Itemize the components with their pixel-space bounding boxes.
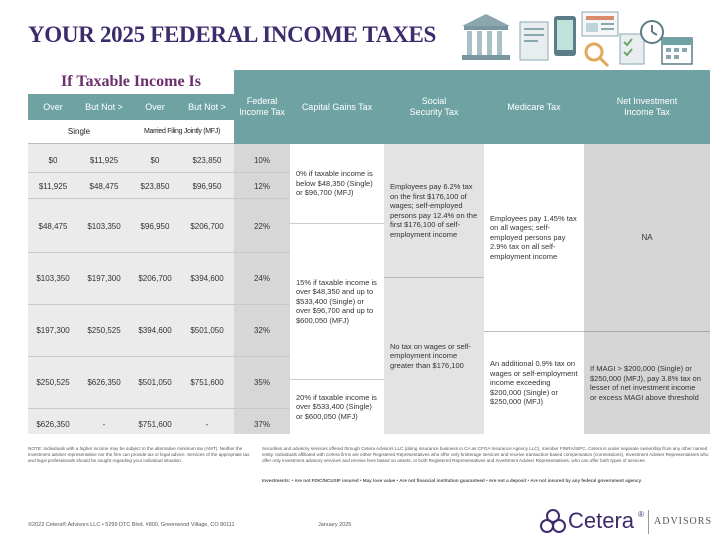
niit-magi: If MAGI > $200,000 (Single) or $250,000 (MFJ), pay 3.8% tax on lesser of net investment income or excess MAGI above threshold (584, 332, 710, 434)
row-2-single-over: $11,925 (38, 181, 68, 191)
row-6-single-but-not: $626,350 (87, 377, 121, 387)
disclaimer: Investments: • Are not FDIC/NCUSIF insured • May lose value • Are not financial institution guaranteed • Are not a deposit • Are not insured by any federal government agency. (262, 478, 642, 483)
row-4-mfj-over: $206,700 (138, 273, 172, 283)
row-1-mfj-over: $0 (150, 155, 160, 165)
clock-icon (641, 21, 663, 43)
footnote-left: NOTE: Individuals with a higher income may be subject to the alternative minimum tax (AMT). Neither the investment adviser representative nor the firm can provide tax or legal advice. Services of the appropriate tax and legal professionals should be sought regarding your individual situation. (28, 446, 250, 463)
row-3-rate: 22% (253, 221, 270, 231)
magnifier-icon (586, 44, 608, 66)
calendar-icon (662, 38, 692, 64)
header-but-not-single: But Not > (78, 94, 130, 120)
newspaper-icon (582, 12, 618, 36)
header-single: Single (28, 120, 130, 144)
header-mfj: Married Filing Jointly (MFJ) (130, 120, 234, 144)
row-5-mfj-but-not: $501,050 (190, 325, 224, 335)
row-5-single-but-not: $250,525 (87, 325, 121, 335)
page-title: YOUR 2025 FEDERAL INCOME TAXES (28, 22, 437, 47)
row-6-mfj-over: $501,050 (138, 377, 172, 387)
row-2-mfj-but-not: $96,950 (192, 181, 222, 191)
row-7-single-over: $626,350 (36, 419, 70, 429)
header-medicare: Medicare Tax (484, 70, 584, 144)
header-over-single: Over (28, 94, 78, 120)
row-6-rate: 35% (253, 377, 270, 387)
medicare-base: Employees pay 1.45% tax on all wages; self-employed persons pay 2.9% tax on all self-employment income (484, 144, 584, 332)
row-2-mfj-over: $23,850 (140, 181, 170, 191)
row-4-mfj-but-not: $394,600 (190, 273, 224, 283)
niit-na: NA (584, 144, 710, 332)
header-niit: Net Investment Income Tax (584, 70, 710, 144)
social-security-no-tax: No tax on wages or self-employment income greater than $176,100 (384, 278, 484, 434)
row-3-mfj-over: $96,950 (140, 221, 170, 231)
brackets-title: If Taxable Income Is (28, 70, 234, 94)
row-3-single-over: $48,475 (38, 221, 68, 231)
document-icon (520, 22, 548, 60)
row-1-single-but-not: $11,925 (89, 155, 119, 165)
header-but-not-mfj: But Not > (180, 94, 234, 120)
cetera-logo-registered: ® (638, 510, 644, 519)
cetera-logo-mark-icon (540, 508, 566, 536)
social-security-wages: Employees pay 6.2% tax on the first $176,100 of wages; self-employed persons pay 12.4% on the first $176,100 of self- employment income (384, 144, 484, 278)
capital-gains-0: 0% if taxable income is below $48,350 (Single) or $96,700 (MFJ) (290, 144, 384, 224)
row-1-rate: 10% (253, 155, 270, 165)
header-over-mfj: Over (130, 94, 180, 120)
row-4-single-but-not: $197,300 (87, 273, 121, 283)
row-7-mfj-but-not: - (205, 419, 209, 429)
cetera-logo (540, 504, 713, 540)
cetera-logo-text: Cetera (568, 508, 635, 533)
cetera-logo-tagline: ADVISORS (654, 516, 713, 527)
row-7-single-but-not: - (102, 419, 106, 429)
header-federal: Federal Income Tax (234, 70, 290, 144)
date: January 2025 (318, 522, 352, 528)
row-4-rate: 24% (253, 273, 270, 283)
row-5-mfj-over: $394,600 (138, 325, 172, 335)
copyright: ©2022 Cetera® Advisors LLC • 5299 DTC Blvd. #800, Greenwood Village, CO 80111 (28, 522, 235, 528)
row-3-mfj-but-not: $206,700 (190, 221, 224, 231)
row-6-mfj-but-not: $751,600 (190, 377, 224, 387)
row-5-single-over: $197,300 (36, 325, 70, 335)
tax-illustration-icon (456, 8, 696, 68)
row-5-rate: 32% (253, 325, 270, 335)
row-2-rate: 12% (253, 181, 270, 191)
capital-gains-15: 15% if taxable income is over $48,350 and up to $533,400 (Single) or over $96,700 and up to $600,050 (MFJ) (290, 224, 384, 380)
row-2-single-but-not: $48,475 (89, 181, 119, 191)
row-3-single-but-not: $103,350 (87, 221, 121, 231)
checklist-icon (620, 34, 644, 64)
header-capital-gains: Capital Gains Tax (290, 70, 384, 144)
row-7-rate: 37% (253, 419, 270, 429)
phone-icon (554, 16, 576, 56)
row-1-mfj-but-not: $23,850 (192, 155, 222, 165)
capital-gains-20: 20% if taxable income is over $533,400 (Single) or $600,050 (MFJ) (290, 380, 384, 434)
medicare-additional: An additional 0.9% tax on wages or self-employment income exceeding $200,000 (Single) or $250,000 (MFJ) (484, 332, 584, 434)
footnote-right: Securities and advisory services offered through Cetera Advisors LLC (doing insurance business in CA as CFGA Insurance Agency LLC), member FINRA/SIPC. Cetera is under separate ownership from any other named entity. Individuals affiliated with Cetera firms are either Registered Representatives who offer only brokerage services and receive transaction-based compensation (commissions), Investment Adviser Representatives who offer only investment advisory services and receive fees based on assets, or both Registered Representatives and Investment Adviser Representatives, who can offer both types of services. (262, 446, 709, 463)
row-4-single-over: $103,350 (36, 273, 70, 283)
row-6-single-over: $250,525 (36, 377, 70, 387)
row-7-mfj-over: $751,600 (138, 419, 172, 429)
row-1-single-over: $0 (48, 155, 58, 165)
bank-icon (462, 14, 510, 60)
header-social-security: Social Security Tax (384, 70, 484, 144)
